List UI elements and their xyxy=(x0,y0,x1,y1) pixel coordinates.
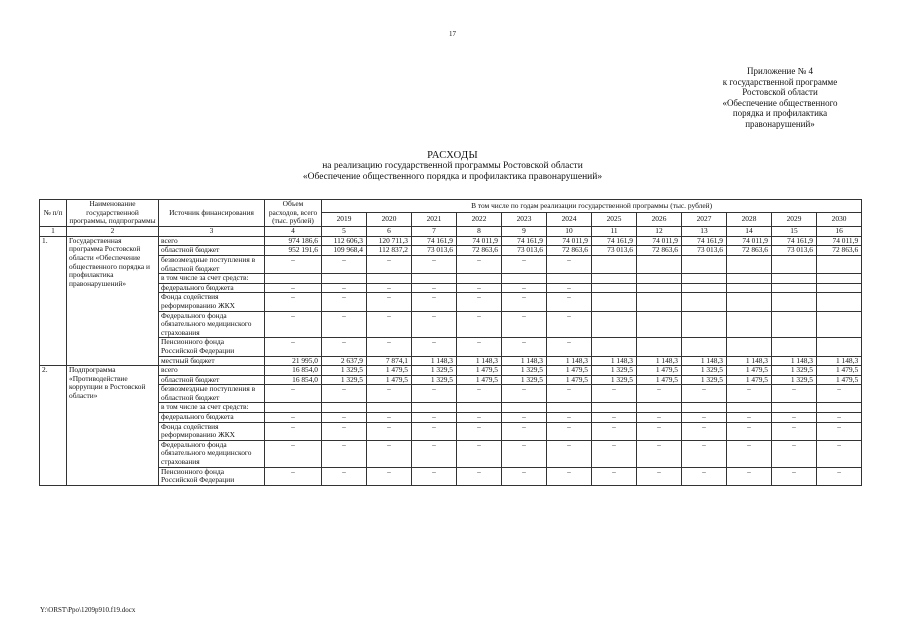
year-value-cell: – xyxy=(772,413,817,423)
year-value-cell: – xyxy=(457,467,502,485)
year-value-cell: 1 329,5 xyxy=(592,366,637,376)
year-value-cell: 1 479,5 xyxy=(457,366,502,376)
header-year: 2027 xyxy=(682,213,727,226)
year-value-cell xyxy=(547,274,592,284)
year-value-cell: 74 011,9 xyxy=(727,236,772,246)
year-value-cell xyxy=(412,274,457,284)
column-number-cell: 6 xyxy=(367,226,412,236)
total-cell: 952 191,6 xyxy=(265,246,322,256)
total-cell: – xyxy=(265,283,322,293)
year-value-cell xyxy=(502,274,547,284)
year-value-cell xyxy=(817,338,862,356)
total-cell: – xyxy=(265,338,322,356)
year-value-cell: 74 161,9 xyxy=(592,236,637,246)
year-value-cell xyxy=(817,293,862,311)
total-cell: – xyxy=(265,422,322,440)
year-value-cell: – xyxy=(322,467,367,485)
header-years-group: В том числе по годам реализации государственной программы (тыс. рублей) xyxy=(322,200,862,213)
year-value-cell: – xyxy=(592,385,637,403)
source-cell: областной бюджет xyxy=(159,375,265,385)
year-value-cell: 72 863,6 xyxy=(817,246,862,256)
year-value-cell xyxy=(727,283,772,293)
footer-file-path: Y:\ORST\Ppo\1209p910.f19.docx xyxy=(40,606,136,614)
year-value-cell: – xyxy=(682,385,727,403)
column-number-cell: 8 xyxy=(457,226,502,236)
column-number-row xyxy=(40,226,862,236)
year-value-cell: – xyxy=(412,255,457,273)
year-value-cell: 112 837,2 xyxy=(367,246,412,256)
year-value-cell: – xyxy=(772,422,817,440)
table-row xyxy=(40,311,862,338)
column-number-cell: 9 xyxy=(502,226,547,236)
year-value-cell xyxy=(682,311,727,338)
appendix-line: правонарушений» xyxy=(745,118,815,129)
year-value-cell: 1 479,5 xyxy=(817,366,862,376)
year-value-cell: 1 148,3 xyxy=(592,356,637,366)
year-value-cell: – xyxy=(412,283,457,293)
source-cell: в том числе за счет средств: xyxy=(159,403,265,413)
year-value-cell xyxy=(682,255,727,273)
year-value-cell xyxy=(682,338,727,356)
year-value-cell: – xyxy=(502,283,547,293)
year-value-cell: – xyxy=(547,385,592,403)
title-heading: РАСХОДЫ xyxy=(427,150,478,161)
year-value-cell: – xyxy=(547,467,592,485)
column-number-cell: 12 xyxy=(637,226,682,236)
total-cell: – xyxy=(265,255,322,273)
year-value-cell: 120 711,3 xyxy=(367,236,412,246)
year-value-cell: – xyxy=(322,255,367,273)
year-value-cell: 72 863,6 xyxy=(637,246,682,256)
source-cell: Федерального фонда обязательного медицинского страхования xyxy=(159,440,265,467)
appendix-line: Ростовской области xyxy=(742,87,818,98)
year-value-cell: – xyxy=(637,385,682,403)
year-value-cell: 1 479,5 xyxy=(727,375,772,385)
total-cell: 21 995,0 xyxy=(265,356,322,366)
year-value-cell: 1 329,5 xyxy=(772,366,817,376)
year-value-cell xyxy=(772,311,817,338)
year-value-cell: – xyxy=(322,283,367,293)
year-value-cell: – xyxy=(367,467,412,485)
year-value-cell: 112 606,3 xyxy=(322,236,367,246)
header-year: 2019 xyxy=(322,213,367,226)
page-number: 17 xyxy=(449,30,456,38)
year-value-cell: – xyxy=(772,440,817,467)
year-value-cell: – xyxy=(547,422,592,440)
appendix-block xyxy=(700,66,860,130)
table-row xyxy=(40,338,862,356)
year-value-cell: – xyxy=(322,385,367,403)
header-source: Источник финансирования xyxy=(159,200,265,227)
year-value-cell xyxy=(682,274,727,284)
year-value-cell: – xyxy=(502,467,547,485)
year-value-cell: – xyxy=(412,338,457,356)
column-number-cell: 3 xyxy=(159,226,265,236)
year-value-cell: 72 863,6 xyxy=(457,246,502,256)
year-value-cell xyxy=(682,283,727,293)
year-value-cell: 1 148,3 xyxy=(772,356,817,366)
year-value-cell: – xyxy=(322,293,367,311)
title-line: на реализацию государственной программы Ростовской области xyxy=(322,161,583,171)
total-cell: 16 854,0 xyxy=(265,375,322,385)
year-value-cell xyxy=(727,274,772,284)
year-value-cell: – xyxy=(727,440,772,467)
year-value-cell: – xyxy=(502,255,547,273)
year-value-cell: 1 479,5 xyxy=(457,375,502,385)
year-value-cell: – xyxy=(592,422,637,440)
year-value-cell: 1 148,3 xyxy=(637,356,682,366)
year-value-cell xyxy=(592,255,637,273)
year-value-cell: 1 148,3 xyxy=(727,356,772,366)
source-cell: Федерального фонда обязательного медицинского страхования xyxy=(159,311,265,338)
table-row xyxy=(40,293,862,311)
year-value-cell: 73 013,6 xyxy=(772,246,817,256)
year-value-cell xyxy=(637,293,682,311)
year-value-cell: – xyxy=(412,467,457,485)
header-year: 2023 xyxy=(502,213,547,226)
header-year: 2026 xyxy=(637,213,682,226)
table-row xyxy=(40,440,862,467)
year-value-cell: – xyxy=(682,413,727,423)
total-cell: 974 186,6 xyxy=(265,236,322,246)
year-value-cell: – xyxy=(457,422,502,440)
year-value-cell: – xyxy=(682,422,727,440)
year-value-cell: – xyxy=(412,422,457,440)
year-value-cell: 1 479,5 xyxy=(547,366,592,376)
source-cell: федерального бюджета xyxy=(159,283,265,293)
year-value-cell: 1 479,5 xyxy=(367,366,412,376)
header-year: 2028 xyxy=(727,213,772,226)
source-cell: областной бюджет xyxy=(159,246,265,256)
table-row xyxy=(40,413,862,423)
header-row xyxy=(40,200,862,213)
year-value-cell: 73 013,6 xyxy=(682,246,727,256)
year-value-cell: 1 148,3 xyxy=(412,356,457,366)
year-value-cell: 72 863,6 xyxy=(727,246,772,256)
year-value-cell: – xyxy=(322,440,367,467)
year-value-cell: – xyxy=(547,413,592,423)
year-value-cell: – xyxy=(367,255,412,273)
appendix-line: порядка и профилактика xyxy=(732,108,828,119)
year-value-cell: 1 329,5 xyxy=(412,375,457,385)
year-value-cell: – xyxy=(457,385,502,403)
source-cell: в том числе за счет средств: xyxy=(159,274,265,284)
year-value-cell: – xyxy=(412,311,457,338)
table-row xyxy=(40,467,862,485)
expenses-table xyxy=(39,199,862,486)
program-name-cell: Государственная программа Ростовской области «Обеспечение общественного порядка и профилактика правонарушений» xyxy=(67,236,159,365)
source-cell: Пенсионного фонда Российской Федерации xyxy=(159,467,265,485)
year-value-cell xyxy=(772,255,817,273)
year-value-cell: – xyxy=(412,385,457,403)
header-volume: Объем расходов, всего (тыс. рублей) xyxy=(265,200,322,227)
year-value-cell: – xyxy=(457,293,502,311)
year-value-cell: 74 011,9 xyxy=(457,236,502,246)
year-value-cell: 72 863,6 xyxy=(547,246,592,256)
year-value-cell: 1 329,5 xyxy=(412,366,457,376)
year-value-cell: – xyxy=(367,311,412,338)
year-value-cell: 1 479,5 xyxy=(547,375,592,385)
year-value-cell: – xyxy=(502,338,547,356)
year-value-cell: 74 011,9 xyxy=(817,236,862,246)
year-value-cell: – xyxy=(412,440,457,467)
year-value-cell: – xyxy=(592,413,637,423)
year-value-cell: – xyxy=(547,255,592,273)
column-number-cell: 5 xyxy=(322,226,367,236)
year-value-cell: – xyxy=(592,440,637,467)
year-value-cell: – xyxy=(817,422,862,440)
year-value-cell: – xyxy=(367,338,412,356)
year-value-cell xyxy=(772,283,817,293)
source-cell: всего xyxy=(159,366,265,376)
year-value-cell: 74 011,9 xyxy=(547,236,592,246)
total-cell: – xyxy=(265,385,322,403)
column-number-cell: 15 xyxy=(772,226,817,236)
year-value-cell: 1 479,5 xyxy=(637,366,682,376)
year-value-cell xyxy=(637,255,682,273)
year-value-cell xyxy=(367,274,412,284)
document-title xyxy=(0,150,905,183)
column-number-cell: 11 xyxy=(592,226,637,236)
year-value-cell xyxy=(772,338,817,356)
year-value-cell: – xyxy=(547,440,592,467)
year-value-cell: 1 479,5 xyxy=(367,375,412,385)
year-value-cell: – xyxy=(682,467,727,485)
table-row xyxy=(40,385,862,403)
year-value-cell: 1 329,5 xyxy=(682,375,727,385)
year-value-cell xyxy=(682,293,727,311)
year-value-cell: – xyxy=(817,467,862,485)
year-value-cell: – xyxy=(412,413,457,423)
year-value-cell: – xyxy=(547,311,592,338)
year-value-cell: – xyxy=(547,293,592,311)
appendix-line: к государственной программе xyxy=(722,76,838,87)
year-value-cell xyxy=(727,338,772,356)
total-cell: – xyxy=(265,413,322,423)
header-year: 2029 xyxy=(772,213,817,226)
year-value-cell xyxy=(817,274,862,284)
table-row xyxy=(40,274,862,284)
column-number-cell: 13 xyxy=(682,226,727,236)
table-row xyxy=(40,366,862,376)
table-row xyxy=(40,255,862,273)
year-value-cell: 73 013,6 xyxy=(502,246,547,256)
row-number-cell: 1. xyxy=(40,236,67,365)
year-value-cell xyxy=(727,255,772,273)
year-value-cell xyxy=(457,274,502,284)
year-value-cell: 74 161,9 xyxy=(772,236,817,246)
year-value-cell: 1 479,5 xyxy=(637,375,682,385)
year-value-cell: 73 013,6 xyxy=(592,246,637,256)
year-value-cell: – xyxy=(502,385,547,403)
year-value-cell: – xyxy=(817,413,862,423)
year-value-cell: – xyxy=(727,413,772,423)
year-value-cell: – xyxy=(637,440,682,467)
year-value-cell xyxy=(637,283,682,293)
year-value-cell xyxy=(637,274,682,284)
year-value-cell: 1 329,5 xyxy=(502,366,547,376)
source-cell: безвозмездные поступления в областной бюджет xyxy=(159,385,265,403)
header-year: 2030 xyxy=(817,213,862,226)
year-value-cell: 1 329,5 xyxy=(592,375,637,385)
column-number-cell: 14 xyxy=(727,226,772,236)
year-value-cell xyxy=(592,311,637,338)
year-value-cell: – xyxy=(772,385,817,403)
year-value-cell: 1 148,3 xyxy=(817,356,862,366)
year-value-cell: – xyxy=(457,413,502,423)
header-year: 2020 xyxy=(367,213,412,226)
total-cell: 16 854,0 xyxy=(265,366,322,376)
header-year: 2022 xyxy=(457,213,502,226)
year-value-cell xyxy=(592,338,637,356)
year-value-cell: 1 148,3 xyxy=(682,356,727,366)
year-value-cell: – xyxy=(817,440,862,467)
year-value-cell xyxy=(772,274,817,284)
header-year: 2021 xyxy=(412,213,457,226)
year-value-cell: – xyxy=(457,311,502,338)
year-value-cell xyxy=(817,283,862,293)
year-value-cell: 74 161,9 xyxy=(502,236,547,246)
source-cell: федерального бюджета xyxy=(159,413,265,423)
column-number-cell: 16 xyxy=(817,226,862,236)
source-cell: безвозмездные поступления в областной бюджет xyxy=(159,255,265,273)
year-value-cell: – xyxy=(412,293,457,311)
header-num: № п/п xyxy=(40,200,67,227)
column-number-cell: 2 xyxy=(67,226,159,236)
header-name: Наименование государственной программы, подпрограммы xyxy=(67,200,159,227)
year-value-cell: 1 329,5 xyxy=(322,375,367,385)
column-number-cell: 1 xyxy=(40,226,67,236)
year-value-cell: – xyxy=(772,467,817,485)
year-value-cell xyxy=(637,311,682,338)
year-value-cell: – xyxy=(457,440,502,467)
year-value-cell: – xyxy=(547,283,592,293)
year-value-cell: 1 329,5 xyxy=(322,366,367,376)
year-value-cell: 1 329,5 xyxy=(772,375,817,385)
year-value-cell: 7 874,1 xyxy=(367,356,412,366)
appendix-line: Приложение № 4 xyxy=(747,66,813,76)
year-value-cell: – xyxy=(637,467,682,485)
year-value-cell xyxy=(637,338,682,356)
table-row xyxy=(40,422,862,440)
year-value-cell: – xyxy=(322,311,367,338)
program-name-cell: Подпрограмма «Противодействие коррупции в Ростовской области» xyxy=(67,366,159,486)
year-value-cell xyxy=(592,274,637,284)
year-value-cell xyxy=(727,311,772,338)
row-number-cell: 2. xyxy=(40,366,67,486)
header-year: 2024 xyxy=(547,213,592,226)
year-value-cell: – xyxy=(367,422,412,440)
year-value-cell: 1 148,3 xyxy=(457,356,502,366)
year-value-cell: 1 329,5 xyxy=(682,366,727,376)
year-value-cell: – xyxy=(502,311,547,338)
source-cell: Пенсионного фонда Российской Федерации xyxy=(159,338,265,356)
year-value-cell: – xyxy=(367,385,412,403)
year-value-cell: 109 968,4 xyxy=(322,246,367,256)
column-number-cell: 10 xyxy=(547,226,592,236)
column-number-cell: 7 xyxy=(412,226,457,236)
year-value-cell: – xyxy=(727,422,772,440)
year-value-cell: 73 013,6 xyxy=(412,246,457,256)
year-value-cell xyxy=(322,274,367,284)
header-year: 2025 xyxy=(592,213,637,226)
year-value-cell xyxy=(592,283,637,293)
year-value-cell: – xyxy=(727,385,772,403)
source-cell: Фонда содействия реформированию ЖКХ xyxy=(159,422,265,440)
source-cell: Фонда содействия реформированию ЖКХ xyxy=(159,293,265,311)
total-cell: – xyxy=(265,293,322,311)
title-line: «Обеспечение общественного порядка и профилактика правонарушений» xyxy=(302,172,603,182)
year-value-cell xyxy=(592,293,637,311)
appendix-line: «Обеспечение общественного xyxy=(722,97,838,108)
source-cell: всего xyxy=(159,236,265,246)
year-value-cell: – xyxy=(637,413,682,423)
year-value-cell: – xyxy=(322,422,367,440)
year-value-cell: – xyxy=(502,422,547,440)
year-value-cell: 1 148,3 xyxy=(502,356,547,366)
year-value-cell xyxy=(817,255,862,273)
year-value-cell: 1 148,3 xyxy=(547,356,592,366)
year-value-cell: – xyxy=(457,283,502,293)
year-value-cell: 74 011,9 xyxy=(637,236,682,246)
year-value-cell xyxy=(727,293,772,311)
year-value-cell: 1 329,5 xyxy=(502,375,547,385)
year-value-cell: – xyxy=(637,422,682,440)
year-value-cell: – xyxy=(502,293,547,311)
year-value-cell: – xyxy=(322,413,367,423)
year-value-cell: 1 479,5 xyxy=(727,366,772,376)
year-value-cell: – xyxy=(817,385,862,403)
year-value-cell: – xyxy=(367,293,412,311)
year-value-cell: – xyxy=(592,467,637,485)
source-cell: местный бюджет xyxy=(159,356,265,366)
year-value-cell: – xyxy=(502,440,547,467)
year-value-cell: – xyxy=(457,255,502,273)
year-value-cell: – xyxy=(367,283,412,293)
total-cell xyxy=(265,274,322,284)
column-number-cell: 4 xyxy=(265,226,322,236)
year-value-cell xyxy=(817,311,862,338)
year-value-cell: – xyxy=(322,338,367,356)
year-value-cell: – xyxy=(502,413,547,423)
year-value-cell: – xyxy=(367,413,412,423)
year-value-cell: 74 161,9 xyxy=(412,236,457,246)
year-value-cell: 1 479,5 xyxy=(817,375,862,385)
year-value-cell: 2 637,9 xyxy=(322,356,367,366)
year-value-cell: – xyxy=(682,440,727,467)
year-value-cell: – xyxy=(367,440,412,467)
total-cell: – xyxy=(265,311,322,338)
year-value-cell: – xyxy=(457,338,502,356)
year-value-cell: – xyxy=(547,338,592,356)
year-value-cell: 74 161,9 xyxy=(682,236,727,246)
year-value-cell xyxy=(772,293,817,311)
year-value-cell: – xyxy=(727,467,772,485)
total-cell: – xyxy=(265,440,322,467)
total-cell: – xyxy=(265,467,322,485)
